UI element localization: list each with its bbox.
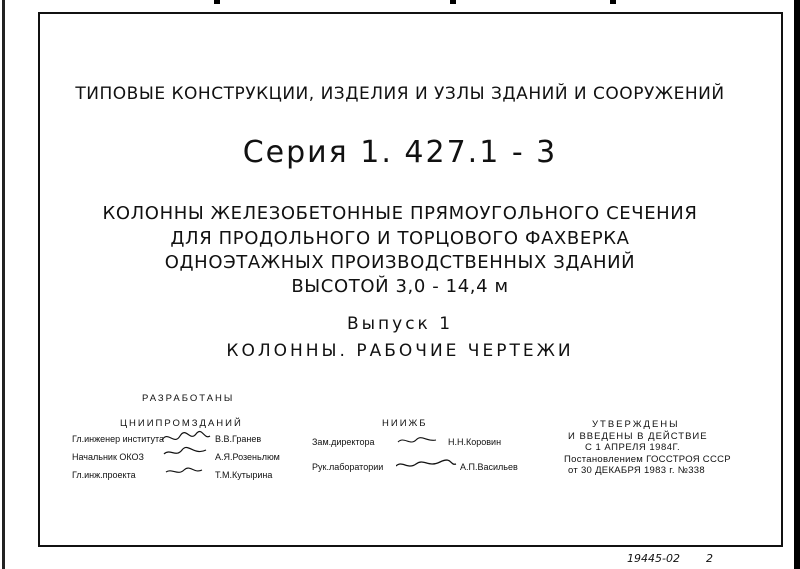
series-number: Серия 1. 427.1 - 3 [242,135,558,170]
title-line-3: ОДНОЭТАЖНЫХ ПРОИЗВОДСТВЕННЫХ ЗДАНИЙ [164,252,636,273]
page-number: 2 [706,552,713,565]
org2-role-2: Рук.лаборатории [312,462,384,472]
title-line-2: ДЛЯ ПРОДОЛЬНОГО И ТОРЦОВОГО ФАХВЕРКА [170,228,630,249]
org1-role-2: Начальник ОКОЗ [72,452,144,462]
org1-person-3: Т.М.Кутырина [215,470,273,480]
org1-person-1: В.В.Гранев [215,434,262,444]
org2-role-1: Зам.директора [312,437,375,447]
volume-subtitle: КОЛОННЫ. РАБОЧИЕ ЧЕРТЕЖИ [226,341,574,361]
approval-line-5: от 30 ДЕКАБРЯ 1983 г. №338 [568,465,705,476]
org1-person-2: А.Я.Розеньлюм [215,452,280,462]
title-line-1: КОЛОННЫ ЖЕЛЕЗОБЕТОННЫЕ ПРЯМОУГОЛЬНОГО СЕЧЕНИЯ [102,203,698,224]
org1-role-3: Гл.инж.проекта [72,470,136,480]
org-1-name: ЦНИИПРОМЗДАНИЙ [120,418,243,429]
fold-mark [450,0,456,4]
approval-line-3: С 1 АПРЕЛЯ 1984Г. [585,442,681,453]
developers-heading: РАЗРАБОТАНЫ [142,393,235,404]
sheet-code: 19445-02 [627,552,680,565]
org2-person-1: Н.Н.Коровин [448,437,502,447]
supertitle: ТИПОВЫЕ КОНСТРУКЦИИ, ИЗДЕЛИЯ И УЗЛЫ ЗДАНИЙ И СООРУЖЕНИЙ [75,84,725,104]
approval-line-1: УТВЕРЖДЕНЫ [592,419,680,430]
volume-number: Выпуск 1 [346,314,454,334]
handwritten-signatures [160,428,212,488]
handwritten-signatures-2 [396,432,458,476]
approval-line-2: И ВВЕДЕНЫ В ДЕЙСТВИЕ [568,431,708,442]
org-2-name: НИИЖБ [382,418,428,429]
title-line-4: ВЫСОТОЙ 3,0 - 14,4 м [291,276,509,297]
org1-role-1: Гл.инженер института [72,434,165,444]
fold-mark [610,0,616,4]
org2-person-2: А.П.Васильев [460,462,518,472]
fold-mark [214,0,220,4]
approval-line-4: Постановлением ГОССТРОЯ СССР [564,454,731,465]
